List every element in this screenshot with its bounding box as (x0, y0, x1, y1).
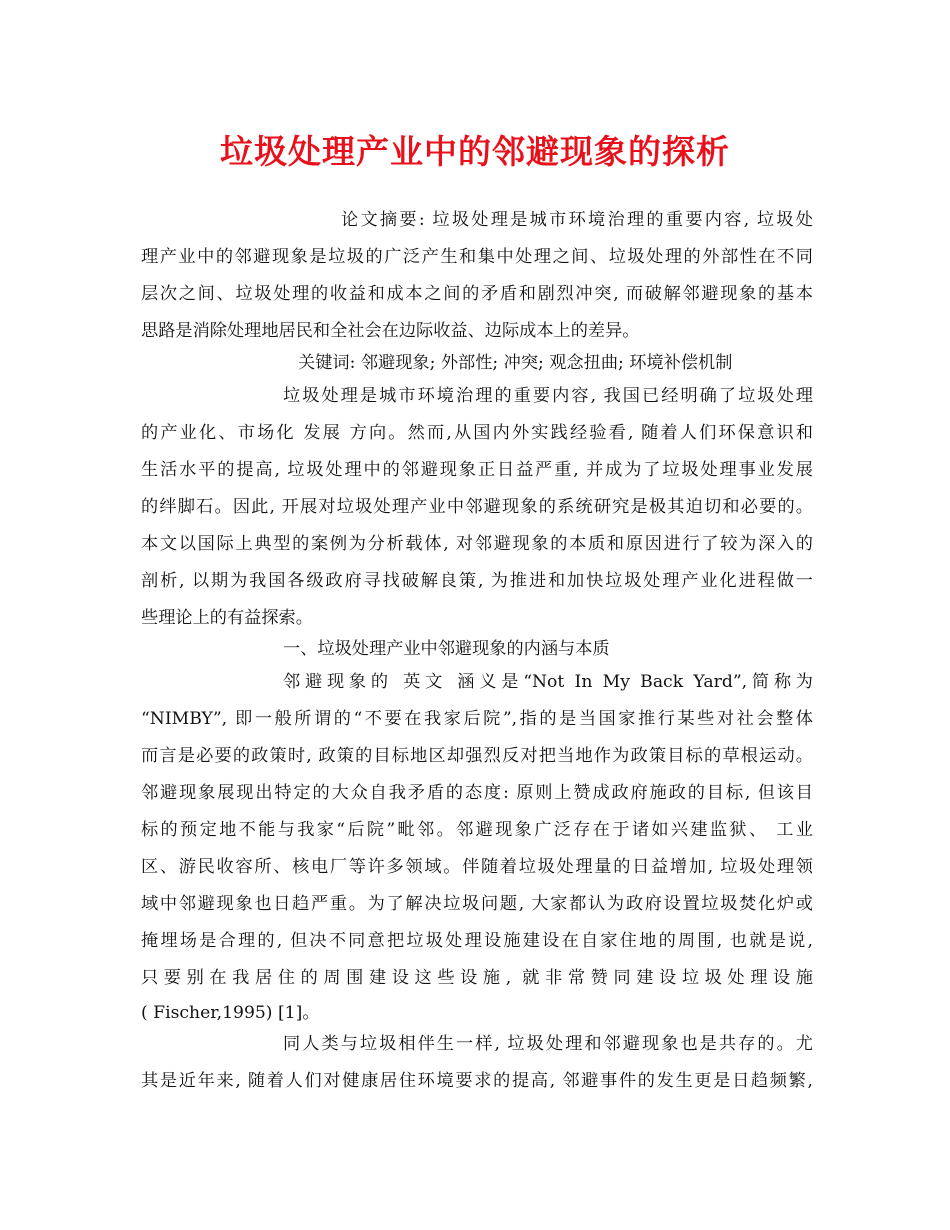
text-line: 邻避现象展现出特定的大众自我矛盾的态度: 原则上赞成政府施政的目标, 但该目 (141, 783, 813, 803)
text-line: 标的预定地不能与我家“后院”毗邻。邻避现象广泛存在于诸如兴建监狱、 工业 (141, 820, 813, 840)
text-line: 垃圾处理是城市环境治理的重要内容, 我国已经明确了垃圾处理 (283, 386, 813, 406)
text-line: 思路是消除处理地居民和全社会在边际收益、边际成本上的差异。 (141, 321, 640, 341)
text-line: 关键词: 邻避现象; 外部性; 冲突; 观念扭曲; 环境补偿机制 (298, 353, 733, 373)
text-line: 理产业中的邻避现象是垃圾的广泛产生和集中处理之间、垃圾处理的外部性在不同 (141, 247, 813, 267)
text-line: 其是近年来, 随着人们对健康居住环境要求的提高, 邻避事件的发生更是日趋频繁, (141, 1071, 813, 1091)
text-line: ( Fischer,1995) [1]。 (141, 1003, 320, 1023)
text-line: 邻避现象的 英文 涵义是“Not In My Back Yard”,简称为 (283, 672, 813, 692)
text-line: 掩埋场是合理的, 但决不同意把垃圾处理设施建设在自家住地的周围, 也就是说, (141, 931, 813, 951)
text-line: 些理论上的有益探索。 (141, 608, 313, 628)
text-line: 的产业化、市场化 发展 方向。然而,从国内外实践经验看, 随着人们环保意识和 (141, 423, 813, 443)
text-line: 而言是必要的政策时, 政策的目标地区却强烈反对把当地作为政策目标的草根运动。 (141, 746, 813, 766)
text-line: 本文以国际上典型的案例为分析载体, 对邻避现象的本质和原因进行了较为深入的 (141, 534, 813, 554)
text-line: “NIMBY”, 即一般所谓的“不要在我家后院”,指的是当国家推行某些对社会整体 (141, 709, 813, 729)
text-line: 同人类与垃圾相伴生一样, 垃圾处理和邻避现象也是共存的。尤 (283, 1034, 813, 1054)
text-line: 区、游民收容所、核电厂等许多领域。伴随着垃圾处理量的日益增加, 垃圾处理领 (141, 857, 813, 877)
text-line: 的绊脚石。因此, 开展对垃圾处理产业中邻避现象的系统研究是极其迫切和必要的。 (141, 497, 813, 517)
document-title: 垃圾处理产业中的邻避现象的探析 (220, 132, 730, 171)
text-line: 域中邻避现象也日趋严重。为了解决垃圾问题, 大家都认为政府设置垃圾焚化炉或 (141, 894, 813, 914)
text-line: 只要别在我居住的周围建设这些设施, 就非常赞同建设垃圾处理设施 (141, 968, 813, 988)
text-line: 论文摘要: 垃圾处理是城市环境治理的重要内容, 垃圾处 (341, 210, 813, 230)
text-line: 生活水平的提高, 垃圾处理中的邻避现象正日益严重, 并成为了垃圾处理事业发展 (141, 460, 813, 480)
text-line: 一、垃圾处理产业中邻避现象的内涵与本质 (283, 639, 610, 659)
text-line: 层次之间、垃圾处理的收益和成本之间的矛盾和剧烈冲突, 而破解邻避现象的基本 (141, 284, 813, 304)
text-line: 剖析, 以期为我国各级政府寻找破解良策, 为推进和加快垃圾处理产业化进程做一 (141, 571, 813, 591)
